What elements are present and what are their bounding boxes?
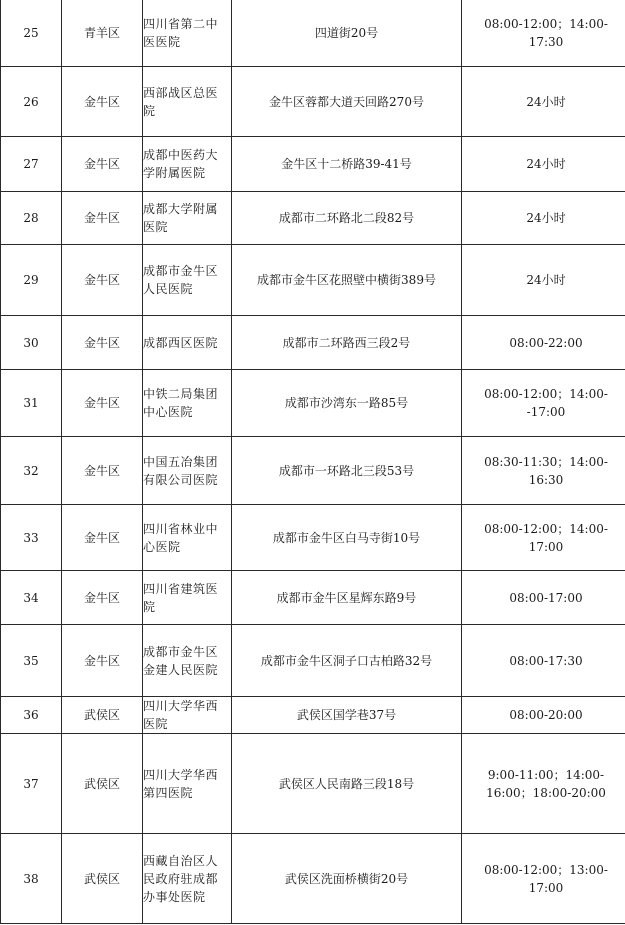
hospital-name: 成都市金牛区人民医院	[143, 264, 219, 296]
hours-text: 9:00-11:00；14:00-16:00；18:00-20:00	[486, 767, 606, 800]
district-cell: 青羊区	[62, 0, 143, 67]
hours-text: 24小时	[526, 273, 566, 287]
hospital-cell	[143, 834, 232, 924]
district-cell: 金牛区	[62, 192, 143, 245]
hospital-cell	[143, 505, 232, 571]
district-cell: 金牛区	[62, 316, 143, 370]
table-row	[1, 571, 625, 625]
hospital-cell	[143, 137, 232, 192]
table-row	[1, 625, 625, 697]
row-number: 26	[1, 67, 62, 137]
address-cell: 成都市沙湾东一路85号	[232, 370, 462, 437]
hospital-name: 西部战区总医院	[143, 85, 219, 118]
address-cell: 武侯区洗面桥横街20号	[232, 834, 462, 924]
hospital-cell	[143, 734, 232, 834]
hospital-cell	[143, 245, 232, 316]
hospital-cell	[143, 67, 232, 137]
hours-text: 08:00-22:00	[509, 335, 583, 350]
hospital-name: 西藏自治区人民政府驻成都办事处医院	[143, 853, 219, 904]
table-row	[1, 370, 625, 437]
hours-text: 24小时	[526, 94, 566, 109]
row-number: 27	[1, 137, 62, 192]
table-row	[1, 505, 625, 571]
hours-cell	[462, 437, 625, 505]
address-cell: 成都市一环路北三段53号	[232, 437, 462, 505]
hours-text: 08:30-11:30；14:00-16:30	[484, 454, 608, 487]
hospital-name: 四川省第二中医医院	[143, 17, 219, 49]
district-cell: 武侯区	[62, 834, 143, 924]
row-number: 32	[1, 437, 62, 505]
district-cell: 金牛区	[62, 67, 143, 137]
hours-cell	[462, 316, 625, 370]
row-number: 28	[1, 192, 62, 245]
table-row	[1, 67, 625, 137]
hours-cell	[462, 0, 625, 67]
address-cell: 金牛区蓉都大道天回路270号	[232, 67, 462, 137]
hours-cell	[462, 834, 625, 924]
hospital-cell	[143, 0, 232, 67]
row-number: 29	[1, 245, 62, 316]
hospital-name: 四川大学华西第四医院	[143, 767, 219, 800]
hospital-cell	[143, 625, 232, 697]
hours-cell	[462, 625, 625, 697]
district-cell: 金牛区	[62, 245, 143, 316]
hours-text: 24小时	[526, 211, 566, 225]
address-cell: 成都市金牛区星辉东路9号	[232, 571, 462, 625]
district-cell: 金牛区	[62, 137, 143, 192]
hours-text: 08:00-17:30	[509, 653, 583, 668]
hours-text: 08:00-12:00；14:00-17:00	[484, 521, 608, 554]
address-cell: 成都市二环路西三段2号	[232, 316, 462, 370]
hours-cell	[462, 137, 625, 192]
hospital-name: 成都大学附属医院	[143, 202, 219, 234]
hospital-cell	[143, 437, 232, 505]
hospital-name: 中铁二局集团中心医院	[143, 387, 219, 419]
row-number: 36	[1, 697, 62, 734]
table-row	[1, 697, 625, 734]
address-cell: 成都市金牛区洞子口古柏路32号	[232, 625, 462, 697]
district-cell: 金牛区	[62, 437, 143, 505]
hours-cell	[462, 370, 625, 437]
district-cell: 武侯区	[62, 697, 143, 734]
address-cell: 金牛区十二桥路39-41号	[232, 137, 462, 192]
table-row	[1, 192, 625, 245]
address-cell: 成都市二环路北二段82号	[232, 192, 462, 245]
hours-cell	[462, 67, 625, 137]
hours-cell	[462, 505, 625, 571]
row-number: 31	[1, 370, 62, 437]
table-row	[1, 0, 625, 67]
hours-text: 08:00-20:00	[509, 708, 583, 722]
hospital-cell	[143, 316, 232, 370]
hospital-cell	[143, 571, 232, 625]
hospital-name: 成都中医药大学附属医院	[143, 148, 219, 180]
hours-text: 08:00-12:00；13:00-17:00	[484, 862, 608, 895]
district-cell: 金牛区	[62, 370, 143, 437]
address-cell: 成都市金牛区花照壁中横街389号	[232, 245, 462, 316]
hours-cell	[462, 697, 625, 734]
table-row	[1, 437, 625, 505]
table-row	[1, 734, 625, 834]
hospital-name: 成都市金牛区金建人民医院	[143, 644, 219, 677]
table-row	[1, 137, 625, 192]
table-row	[1, 834, 625, 924]
row-number: 25	[1, 0, 62, 67]
district-cell: 武侯区	[62, 734, 143, 834]
row-number: 34	[1, 571, 62, 625]
hospital-name: 四川省林业中心医院	[143, 521, 219, 554]
address-cell: 武侯区人民南路三段18号	[232, 734, 462, 834]
hospital-name: 四川大学华西医院	[143, 699, 219, 731]
hours-text: 08:00-12:00；14:00-17:30	[484, 17, 608, 49]
hospital-name: 成都西区医院	[143, 335, 219, 350]
hospital-name: 四川省建筑医院	[143, 581, 219, 614]
hours-text: 24小时	[526, 157, 566, 171]
address-cell: 武侯区国学巷37号	[232, 697, 462, 734]
hours-cell	[462, 571, 625, 625]
hospital-name: 中国五冶集团有限公司医院	[143, 454, 219, 487]
address-cell: 四道街20号	[232, 0, 462, 67]
address-cell: 成都市金牛区白马寺街10号	[232, 505, 462, 571]
hours-cell	[462, 245, 625, 316]
hospital-cell	[143, 697, 232, 734]
row-number: 33	[1, 505, 62, 571]
hospital-cell	[143, 370, 232, 437]
hours-text: 08:00-12:00；14:00--17:00	[484, 387, 608, 419]
district-cell: 金牛区	[62, 505, 143, 571]
table-row	[1, 316, 625, 370]
row-number: 35	[1, 625, 62, 697]
district-cell: 金牛区	[62, 571, 143, 625]
row-number: 37	[1, 734, 62, 834]
district-cell: 金牛区	[62, 625, 143, 697]
row-number: 38	[1, 834, 62, 924]
hours-text: 08:00-17:00	[509, 590, 583, 605]
hours-cell	[462, 734, 625, 834]
hospital-cell	[143, 192, 232, 245]
hours-cell	[462, 192, 625, 245]
table-row	[1, 245, 625, 316]
row-number: 30	[1, 316, 62, 370]
